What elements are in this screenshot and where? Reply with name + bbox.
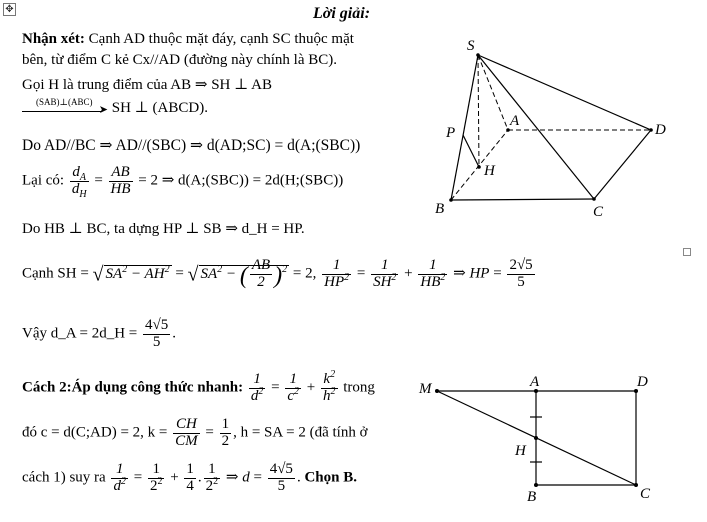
label2-B: B	[527, 489, 537, 505]
label2-D: D	[637, 374, 648, 390]
remark-label: Nhận xét:	[22, 31, 85, 47]
conclusion-line: Vậy d_A = 2d_H = $\frac{4√5}{5}$ .	[22, 317, 176, 350]
parallel-line: Do AD//BC ⇒ AD//(SBC) ⇒ d(AD;SC) = d(A;(SBC))	[22, 137, 361, 154]
fraction-1-d2: $\frac{1}{d^2}$	[250, 371, 264, 404]
answer-choice: Chọn B.	[304, 469, 357, 486]
hb-line: Do HB ⊥ BC, ta dựng HP ⊥ SB ⇒ d_H = HP.	[22, 221, 305, 237]
laico-rest: = 2 ⇒ d(A;(SBC)) = 2d(H;(SBC))	[138, 172, 344, 189]
edge-BA	[451, 130, 508, 200]
fraction-1-2sq-b: $\frac{1}{2^2}$	[205, 461, 219, 494]
label-B: B	[435, 201, 445, 217]
fraction-1-c2: $\frac{1}{c^2}$	[287, 371, 300, 404]
method2-line2-a: đó c = d(C;AD) = 2, k =	[22, 424, 168, 441]
method2-line-2: đó c = d(C;AD) = 2, k = $\frac{CH}{CM}$ = $\frac{1}{2}$ , h = SA = 2 (đã tính ở	[22, 416, 368, 449]
fraction-d-value: $\frac{4√5}{5}$	[269, 461, 293, 494]
canh-label: Cạnh SH =	[22, 265, 89, 282]
move-handle-icon[interactable]: ✥	[3, 3, 16, 16]
fraction-CH-CM: $\frac{CH}{CM}$	[175, 416, 198, 449]
fraction-1-d2-b: $\frac{1}{d^2}$	[113, 461, 126, 494]
method2-label: Cách 2:	[22, 379, 72, 396]
method2-line-1: Cách 2:Áp dụng công thức nhanh: $\frac{1}{d^2}$ = $\frac{1}{c^2}$ + $\frac{k^2}{h^2}$ trong	[22, 369, 375, 404]
segment-PH	[463, 135, 479, 167]
sh-computation: Cạnh SH = √ $SA^2 - AH^2$ = √ $SA^2$ − ( $\frac{AB}{2}$ )$^2$ = 2, $\frac{1}{HP^2}$ = $\frac{1}{SH^2}$ + $\frac{1}{HB^2}$ ⇒ HP = $\frac{2√5}{5}$	[22, 257, 533, 290]
edge-CD	[594, 130, 651, 199]
fraction-1-HP2: $\frac{1}{HP^2}$	[324, 257, 350, 290]
label-H: H	[484, 163, 495, 179]
solution-title: Lời giải:	[313, 5, 371, 22]
ratio-line: Lại có: $\frac{d_A}{d_H}$ = $\frac{AB}{HB}$ = 2 ⇒ d(A;(SBC)) = 2d(H;(SBC))	[22, 164, 344, 200]
method2-line-3: cách 1) suy ra $\frac{1}{d^2}$ = $\frac{1}{2^2}$ + $\frac{1}{4}$ . $\frac{1}{2^2}$ ⇒ d = $\frac{4√5}{5}$ . Chọn B.	[22, 461, 357, 494]
edge-BC	[451, 199, 594, 200]
fraction-dA-dH: $\frac{d_A}{d_H}$	[71, 164, 87, 200]
label2-M: M	[419, 381, 432, 397]
fraction-AB-HB: $\frac{AB}{HB}$	[110, 164, 131, 197]
implication-arrow: (SAB)⊥(ABC) ➤	[22, 102, 108, 116]
fraction-1-2sq: $\frac{1}{2^2}$	[149, 461, 163, 494]
remark-text-1: Cạnh AD thuộc mặt đáy, cạnh SC thuộc mặt	[88, 31, 354, 47]
remark-line-2: bên, từ điểm C kẻ Cx//AD (đường này chính là BC).	[22, 52, 337, 68]
midpoint-line: Gọi H là trung điểm của AB ⇒ SH ⊥ AB	[22, 77, 272, 93]
fraction-1-4: $\frac{1}{4}$	[186, 461, 194, 494]
arrow-condition: (SAB)⊥(ABC)	[36, 96, 93, 107]
label2-H: H	[515, 443, 526, 459]
fraction-1-SH2: $\frac{1}{SH^2}$	[373, 257, 397, 290]
label-P: P	[446, 125, 456, 141]
label-D: D	[655, 122, 666, 138]
fraction-dA-value: $\frac{4√5}{5}$	[145, 317, 169, 350]
fraction-1-2: $\frac{1}{2}$	[221, 416, 230, 449]
label2-C: C	[640, 486, 651, 502]
fraction-1-HB2: $\frac{1}{HB^2}$	[420, 257, 446, 290]
vay-label: Vậy d_A = 2d_H =	[22, 325, 138, 342]
edge-SH	[478, 55, 479, 167]
method2-trong: trong	[343, 379, 375, 396]
label2-A: A	[530, 374, 540, 390]
label-A: A	[510, 113, 520, 129]
edge-SC	[478, 55, 594, 199]
sh-perpendicular: SH ⊥ (ABCD).	[111, 100, 208, 116]
fraction-k2-h2: $\frac{k^2}{h^2}$	[323, 369, 336, 404]
label-S: S	[467, 38, 475, 54]
method2-line2-b: , h = SA = 2 (đã tính ở	[233, 424, 368, 441]
fraction-HP-value: $\frac{2√5}{5}$	[509, 257, 533, 290]
laico-label: Lại có:	[22, 172, 65, 189]
label-C: C	[593, 204, 604, 220]
method2-text: Áp dụng công thức nhanh:	[71, 379, 244, 396]
method2-line3-a: cách 1) suy ra	[22, 469, 106, 486]
